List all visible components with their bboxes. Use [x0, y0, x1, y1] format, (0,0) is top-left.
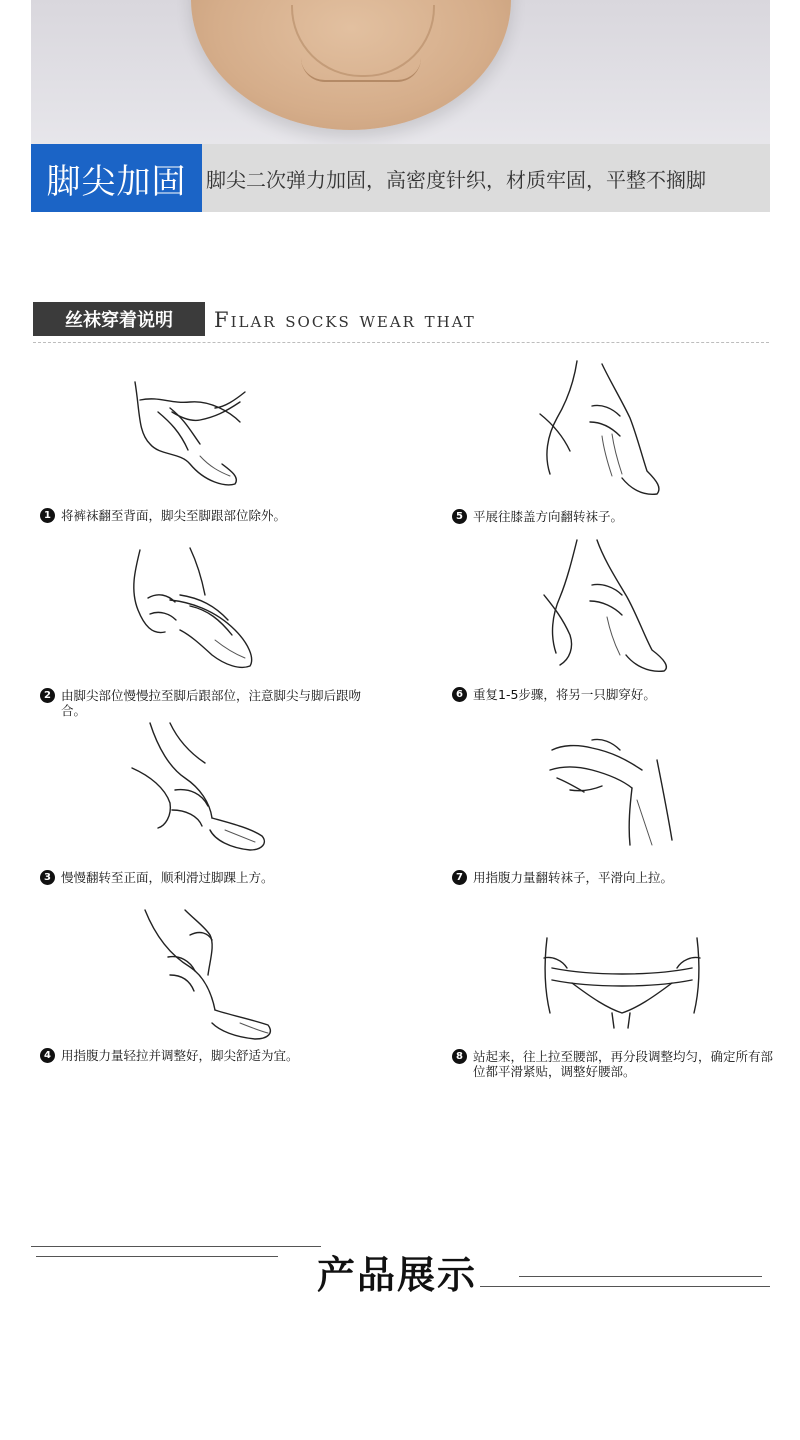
step-5: [452, 356, 792, 526]
step-6-number: 6: [452, 687, 467, 702]
step-2-text: 由脚尖部位慢慢拉至脚后跟部位，注意脚尖与脚后跟吻合。: [61, 688, 362, 718]
step-4-number: 4: [40, 1048, 55, 1063]
step-8-text: 站起来，往上拉至腰部，再分段调整均匀，确定所有部位都平滑紧贴，调整好腰部。: [473, 1049, 774, 1079]
step-1-number: 1: [40, 508, 55, 523]
step-3: [40, 718, 380, 888]
step-5-text: 平展往膝盖方向翻转袜子。: [473, 509, 624, 524]
step-5-caption: [452, 509, 773, 524]
divider-line: [36, 1256, 278, 1257]
step-8-caption: [452, 1049, 773, 1079]
divider-line: [519, 1276, 762, 1277]
step-3-caption: [40, 870, 361, 885]
step-6-text: 重复1-5步骤，将另一只脚穿好。: [473, 687, 656, 702]
feature-description: 脚尖二次弹力加固，高密度针织，材质牢固，平整不搁脚: [206, 167, 706, 192]
instructions-title-en: Filar socks wear that: [214, 308, 476, 332]
step-4-caption: [40, 1048, 361, 1063]
step-5-illustration: [452, 356, 792, 501]
step-1-text: 将裤袜翻至背面，脚尖至脚跟部位除外。: [61, 508, 287, 523]
step-7-caption: [452, 870, 773, 885]
instructions-title-cn: 丝袜穿着说明: [33, 302, 205, 336]
step-4: [40, 905, 380, 1065]
step-8: [452, 928, 792, 1088]
step-1-caption: [40, 508, 361, 523]
step-6: [452, 535, 792, 705]
divider-line: [480, 1286, 770, 1287]
step-8-illustration: [452, 928, 792, 1038]
step-7: [452, 730, 792, 890]
sock-seam-line: [301, 58, 421, 82]
toe-reinforcement-photo: [31, 0, 770, 212]
step-1: [40, 372, 380, 532]
step-7-illustration: [452, 730, 792, 855]
step-4-text: 用指腹力量轻拉并调整好，脚尖舒适为宜。: [61, 1048, 299, 1063]
step-5-number: 5: [452, 509, 467, 524]
step-6-illustration: [452, 535, 792, 675]
feature-banner: [31, 144, 770, 212]
instructions-heading: [33, 302, 769, 343]
step-3-illustration: [40, 718, 380, 858]
step-2-illustration: [40, 540, 380, 675]
divider-line: [31, 1246, 321, 1247]
step-2-number: 2: [40, 688, 55, 703]
step-1-illustration: [40, 372, 380, 502]
step-7-number: 7: [452, 870, 467, 885]
step-2: [40, 540, 380, 720]
step-8-number: 8: [452, 1049, 467, 1064]
feature-label: 脚尖加固: [31, 144, 202, 212]
step-2-caption: [40, 688, 361, 718]
step-7-text: 用指腹力量翻转袜子，平滑向上拉。: [473, 870, 674, 885]
step-3-text: 慢慢翻转至正面，顺利滑过脚踝上方。: [61, 870, 274, 885]
sock-toe-image: [191, 0, 511, 130]
step-4-illustration: [40, 905, 380, 1040]
showcase-title: 产品展示: [317, 1253, 478, 1297]
product-showcase-heading: [0, 1236, 800, 1306]
step-3-number: 3: [40, 870, 55, 885]
step-6-caption: [452, 687, 773, 702]
